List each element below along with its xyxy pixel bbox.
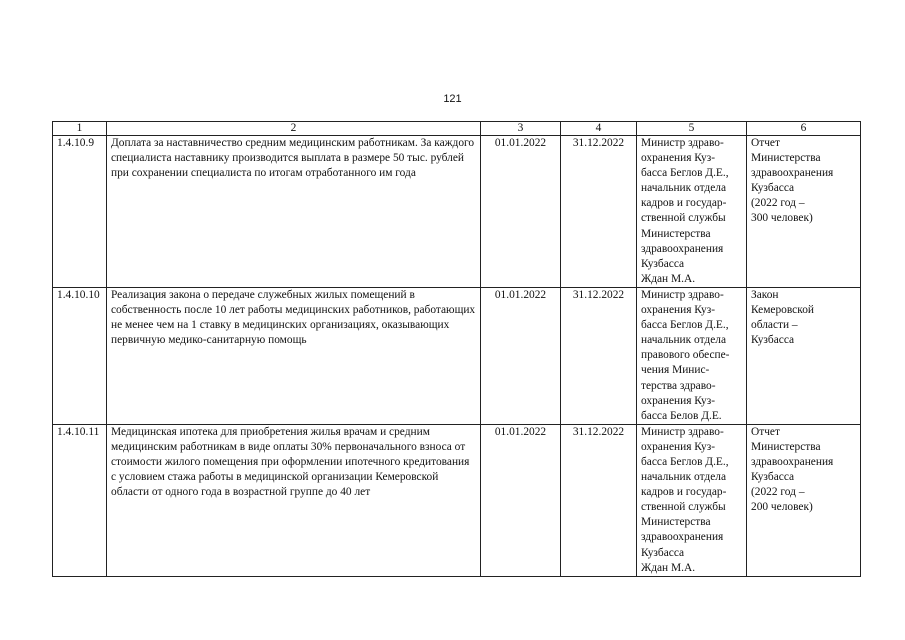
expected-result: Закон Кемеровской области – Кузбасса xyxy=(747,287,861,424)
row-number: 1.4.10.9 xyxy=(53,136,107,288)
responsible-persons: Министр здраво- охранения Куз- басса Беглов Д.Е., начальник отдела правового обеспе- чения Минис- терства здраво- охранения Куз- басса Белов Д.Е. xyxy=(637,287,747,424)
column-header-5: 5 xyxy=(637,122,747,136)
activity-description: Медицинская ипотека для приобретения жилья врачам и средним медицинским работникам в виде оплаты 30% первоначального взноса от стоимости жилого помещения при оформлении ипотечного кредитования с условием стажа работы в медицинской организации Кемеровской области от одного года в возрастной группе до 40 лет xyxy=(107,424,481,576)
table-row xyxy=(53,136,861,288)
activity-description: Доплата за наставничество средним медицинским работникам. За каждого специалиста наставнику производится выплата в размере 50 тыс. рублей при сохранении специалиста по итогам отработанного им года xyxy=(107,136,481,288)
start-date: 01.01.2022 xyxy=(481,424,561,576)
responsible-persons: Министр здраво- охранения Куз- басса Беглов Д.Е., начальник отдела кадров и государ- ственной службы Министерства здравоохранения Кузбасса Ждан М.А. xyxy=(637,424,747,576)
table-row xyxy=(53,287,861,424)
page-number: 121 xyxy=(443,93,462,105)
column-header-6: 6 xyxy=(747,122,861,136)
start-date: 01.01.2022 xyxy=(481,136,561,288)
start-date: 01.01.2022 xyxy=(481,287,561,424)
end-date: 31.12.2022 xyxy=(561,287,637,424)
row-number: 1.4.10.11 xyxy=(53,424,107,576)
measures-table xyxy=(52,121,861,577)
responsible-persons: Министр здраво- охранения Куз- басса Беглов Д.Е., начальник отдела кадров и государ- ственной службы Министерства здравоохранения Кузбасса Ждан М.А. xyxy=(637,136,747,288)
column-header-1: 1 xyxy=(53,122,107,136)
end-date: 31.12.2022 xyxy=(561,136,637,288)
column-header-3: 3 xyxy=(481,122,561,136)
expected-result: Отчет Министерства здравоохранения Кузбасса (2022 год – 300 человек) xyxy=(747,136,861,288)
table-header-row xyxy=(53,122,861,136)
activity-description: Реализация закона о передаче служебных жилых помещений в собственность после 10 лет работы медицинских работников, работающих не менее чем на 1 ставку в медицинских организациях, оказывающих первичную медико-санитарную помощь xyxy=(107,287,481,424)
end-date: 31.12.2022 xyxy=(561,424,637,576)
expected-result: Отчет Министерства здравоохранения Кузбасса (2022 год – 200 человек) xyxy=(747,424,861,576)
column-header-2: 2 xyxy=(107,122,481,136)
row-number: 1.4.10.10 xyxy=(53,287,107,424)
table-row xyxy=(53,424,861,576)
column-header-4: 4 xyxy=(561,122,637,136)
